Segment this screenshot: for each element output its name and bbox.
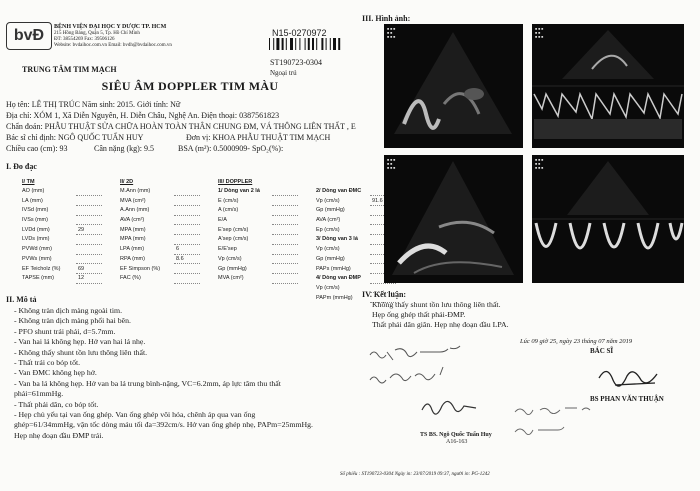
- description-line: - Hẹp chủ yếu tại van ống ghép. Van ống ghép vôi hóa, chênh áp qua van ống: [14, 410, 256, 420]
- measurement-label: 2/ Dòng van ĐMC: [316, 188, 362, 195]
- measurement-row: [20, 187, 396, 196]
- measurement-label: IVSs (mm): [22, 217, 48, 224]
- measurement-label: MVA (cm²): [218, 275, 244, 282]
- hospital-address: 215 Hồng Bàng, Quận 5, Tp. Hồ Chí Minh: [54, 31, 140, 36]
- measurement-value: [174, 273, 200, 283]
- height: Chiều cao (cm): 93: [6, 144, 68, 153]
- ts-signer-code: A16-163: [446, 439, 468, 445]
- patient-name-line: Họ tên: LÊ THỊ TRÚC Năm sinh: 2015. Giới tính: Nữ: [6, 100, 181, 109]
- handwritten-note: [365, 340, 495, 400]
- description-list: [14, 306, 339, 441]
- description-line: - PFO shunt trái phải, d=5.7mm.: [14, 326, 116, 336]
- measurement-label: PVWd (mm): [22, 246, 52, 253]
- measurement-group-header: III/ DOPPLER: [218, 179, 253, 186]
- measurement-value: [272, 215, 298, 225]
- measurement-row: [20, 283, 396, 293]
- barcode-bar: [333, 38, 336, 50]
- measurement-label: [20, 283, 76, 293]
- echo-image-1: [384, 24, 523, 148]
- measurement-label: IVSd (mm): [22, 207, 49, 214]
- weight: Cân nặng (kg): 9.5: [94, 144, 154, 153]
- description-line: ghép=61/34mmHg, vận tốc dòng máu tối đa=392cm/s. Hở van ống ghép nhẹ, PAPm=25mmHg.: [14, 420, 313, 430]
- measurement-label: Vp (cm/s): [218, 255, 242, 262]
- barcode: [268, 38, 356, 50]
- hospital-website: Website: bvdaihoc.com.vn Email: bvdh@bvdaihoc.com.vn: [54, 43, 172, 48]
- measurement-value: 69: [76, 264, 102, 274]
- conclusion-line: Thất phải dãn giãn. Hẹp nhẹ đoạn đầu LPA.: [372, 320, 509, 329]
- referring-unit: Đơn vị: KHOA PHẪU THUẬT TIM MẠCH: [186, 133, 331, 142]
- measurement-group-header: I/ TM: [22, 179, 35, 186]
- measurement-value: [272, 264, 298, 274]
- measurement-label: 4/ Dòng van ĐMP: [316, 275, 361, 282]
- measurement-value: [76, 293, 102, 303]
- handwritten-note-2: [510, 400, 610, 445]
- hospital-info: [54, 24, 214, 49]
- measurement-row: [20, 235, 396, 245]
- signer-role: BÁC SĨ: [590, 347, 614, 355]
- measurement-table: [20, 178, 396, 303]
- bsa: BSA (m²): 0.5000909- SpO₂(%):: [178, 144, 284, 153]
- images-section-title: III. Hình ảnh:: [362, 14, 411, 23]
- measurement-value: [76, 187, 102, 196]
- measurement-label: MPA (mm): [120, 236, 146, 243]
- measurement-value: [174, 293, 200, 303]
- measurement-label: Gp (mmHg): [316, 207, 345, 214]
- measurement-label: Vp (cm/s): [316, 197, 340, 204]
- barcode-bar: [338, 38, 340, 50]
- measurement-value: [76, 235, 102, 245]
- measurement-label: E/A: [218, 217, 227, 224]
- measurement-label: E'sep (cm/s): [218, 226, 249, 233]
- measurement-value: 6: [174, 244, 200, 254]
- measurement-value: [272, 225, 298, 235]
- conclusion-line: Không thấy shunt tồn lưu thông liên thất.: [372, 300, 501, 309]
- description-line: - Van ba lá không hẹp. Hở van ba lá trung bình-nặng, VC=6.2mm, áp lực tâm thu thất: [14, 378, 281, 388]
- measurement-value: [272, 293, 298, 303]
- measurement-row: [20, 225, 396, 235]
- measurement-value: [76, 206, 102, 216]
- measurement-label: M.Ann (mm): [120, 188, 151, 195]
- measurement-label: PAPs (mmHg): [316, 265, 351, 272]
- measurement-label: 1/ Dòng van 2 lá: [218, 188, 260, 195]
- measurement-label: AVA (cm²): [120, 217, 145, 224]
- measurement-label: AVA (cm²): [316, 217, 341, 224]
- measurement-value: [76, 196, 102, 206]
- description-line: - Thất phải dãn, co bóp tốt.: [14, 399, 99, 409]
- measurement-label: EF Teicholz (%): [22, 265, 61, 272]
- measurement-label: LA (mm): [22, 197, 43, 204]
- measurement-row: [20, 196, 396, 206]
- measurement-label: FAC (%): [120, 275, 141, 282]
- measurement-label: MPA (mm): [120, 226, 146, 233]
- measurement-value: 8.6: [174, 254, 200, 264]
- measurement-label: RPA (mm): [120, 255, 145, 262]
- measurement-value: [272, 273, 298, 283]
- measurement-row: [20, 206, 396, 216]
- measurement-label: TAPSE (mm): [22, 275, 54, 282]
- description-line: - Van hai lá không hẹp. Hở van hai lá nhẹ.: [14, 337, 146, 347]
- report-date: Lúc 09 giờ 25, ngày 23 tháng 07 năm 2019: [520, 338, 633, 345]
- echo-hud: ■ ■ ■ ■ ■ ■ ■ ■: [387, 158, 396, 170]
- hospital-name: BỆNH VIỆN ĐẠI HỌC Y DƯỢC TP. HCM: [54, 24, 167, 30]
- measurement-label: PAPm (mmHg): [316, 294, 353, 301]
- measurement-value: 12: [76, 273, 102, 283]
- measurement-value: [174, 196, 200, 206]
- measurement-value: [174, 283, 200, 293]
- hospital-phone: ĐT: 38554269 Fax: 39506126: [54, 37, 115, 42]
- page-title: SIÊU ÂM DOPPLER TIM MÀU: [101, 79, 279, 93]
- barcode-bar: [308, 38, 310, 50]
- barcode-bar: [326, 38, 327, 50]
- measurement-label: Ep (cm/s): [316, 226, 340, 233]
- ts-signer: [420, 432, 492, 446]
- measurement-label: A.Ann (mm): [120, 207, 150, 214]
- measurement-value: [76, 244, 102, 254]
- referring-doctor: Bác sĩ chỉ định: NGÔ QUỐC TUẤN HUY: [6, 133, 144, 142]
- measurement-value: [272, 254, 298, 264]
- measurement-value: [272, 206, 298, 216]
- measurement-row: [20, 244, 396, 254]
- barcode-bar: [295, 38, 296, 50]
- description-line: - Thất trái co bóp tốt.: [14, 358, 81, 368]
- conclusion-section-title: IV. Kết luận:: [362, 290, 407, 299]
- barcode-bar: [276, 38, 279, 50]
- exam-code: ST190723-0304: [270, 58, 322, 67]
- barcode-bar: [282, 38, 284, 50]
- barcode-bar: [290, 38, 293, 50]
- echo-hud: ■ ■ ■ ■ ■ ■ ■ ■: [387, 27, 396, 39]
- measurement-label: Vp (cm/s): [316, 246, 340, 253]
- measurement-row: [20, 254, 396, 264]
- measurement-group-header: II/ 2D: [120, 179, 134, 186]
- echo-hud: ■ ■ ■ ■ ■ ■ ■ ■: [535, 158, 544, 170]
- doctor-signature: [595, 360, 665, 395]
- description-line: - Không tràn dịch màng phổi hai bên.: [14, 316, 131, 326]
- measurement-value: [174, 235, 200, 245]
- echo-image-4: [532, 155, 684, 283]
- measurement-label: E/E'sep: [218, 246, 237, 253]
- measurement-label: A (cm/s): [218, 207, 239, 214]
- measurement-label: EF Simpson (%): [120, 265, 161, 272]
- measurement-row: [20, 215, 396, 225]
- measurement-label: E (cm/s): [218, 197, 239, 204]
- echo-image-3: [384, 155, 523, 283]
- measurement-value: [272, 244, 298, 254]
- measurement-label: [118, 293, 174, 303]
- barcode-bar: [312, 38, 314, 50]
- barcode-bar: [330, 38, 331, 50]
- measurement-label: [118, 283, 174, 293]
- echo-image-2: [532, 24, 684, 148]
- measurement-row: [20, 273, 396, 283]
- description-line: - Van ĐMC không hẹp hở.: [14, 368, 97, 378]
- measurement-value: [174, 215, 200, 225]
- measurement-value: [76, 215, 102, 225]
- measurement-label: [216, 293, 272, 303]
- patient-address-line: Địa chỉ: XÓM 1, Xã Diễn Nguyên, H. Diễn Châu, Nghệ An. Điện thoại: 0387561823: [6, 111, 280, 120]
- description-section-title: II. Mô tả: [6, 295, 37, 304]
- ts-signature: [420, 395, 480, 425]
- diagnosis-line: Chẩn đoán: PHẪU THUẬT SỬA CHỮA HOÀN TOÀN THÂN CHUNG ĐM, VÁ THÔNG LIÊN THẤT , E: [6, 122, 356, 131]
- measurement-value: [174, 206, 200, 216]
- measurement-value: [272, 196, 298, 206]
- ts-signer-name: TS BS. Ngô Quốc Tuấn Huy: [420, 432, 492, 438]
- description-line: - Không thấy shunt tồn lưu thông liên thất.: [14, 347, 148, 357]
- barcode-bar: [273, 38, 274, 50]
- barcode-bar: [316, 38, 317, 50]
- description-line: phải=61mmHg.: [14, 389, 64, 399]
- description-line: - Không tràn dịch màng ngoài tim.: [14, 306, 123, 315]
- description-line: Hẹp nhẹ đoạn đầu ĐMP trái.: [14, 430, 104, 440]
- barcode-bar: [269, 38, 270, 50]
- hospital-logo: bvĐ: [6, 22, 52, 50]
- barcode-bar: [321, 38, 323, 50]
- measurement-label: LPA (mm): [120, 246, 145, 253]
- barcode-bar: [286, 38, 287, 50]
- measurement-section-title: I. Đo đạc: [6, 162, 37, 171]
- measurement-label: PVWs (mm): [22, 255, 52, 262]
- measurement-value: [272, 235, 298, 245]
- record-code: N15-0270972: [272, 28, 327, 38]
- measurement-label: Gp (mmHg): [218, 265, 247, 272]
- measurement-label: LVDd (mm): [22, 226, 50, 233]
- department: TRUNG TÂM TIM MẠCH: [22, 65, 117, 74]
- conclusion-line: Hẹp ống ghép thất phải-ĐMP.: [372, 310, 466, 319]
- conclusion-list: [372, 300, 509, 330]
- barcode-bar: [305, 38, 306, 50]
- print-footer: Số phiếu : ST190723-0304 Ngày in: 23/07/2019 09:37, người in: PG-1242: [340, 472, 490, 477]
- measurement-value: 29: [76, 225, 102, 235]
- measurement-value: [272, 187, 298, 196]
- measurement-value: [272, 283, 298, 293]
- barcode-bar: [299, 38, 300, 50]
- measurement-row: [20, 293, 396, 303]
- measurement-value: [76, 254, 102, 264]
- measurement-label: LVDs (mm): [22, 236, 50, 243]
- measurement-value: [174, 187, 200, 196]
- visit-type: Ngoại trú: [270, 69, 297, 77]
- measurement-label: A'sep (cm/s): [218, 236, 249, 243]
- measurement-row: [20, 264, 396, 274]
- measurement-label: [216, 283, 272, 293]
- measurement-label: Gp (mmHg): [316, 255, 345, 262]
- echo-hud: ■ ■ ■ ■ ■ ■ ■ ■: [535, 27, 544, 39]
- measurement-value: [76, 283, 102, 293]
- measurement-label: 3/ Dòng van 3 lá: [316, 236, 358, 243]
- measurement-value: [174, 264, 200, 274]
- measurement-label: Vp (cm/s): [316, 284, 340, 291]
- measurement-label: AO (mm): [22, 188, 45, 195]
- measurement-value: 91.6: [370, 196, 396, 206]
- measurement-value: [174, 225, 200, 235]
- measurement-label: MVA (cm²): [120, 197, 146, 204]
- doctor-name: BS PHAN VĂN THUẬN: [590, 395, 664, 403]
